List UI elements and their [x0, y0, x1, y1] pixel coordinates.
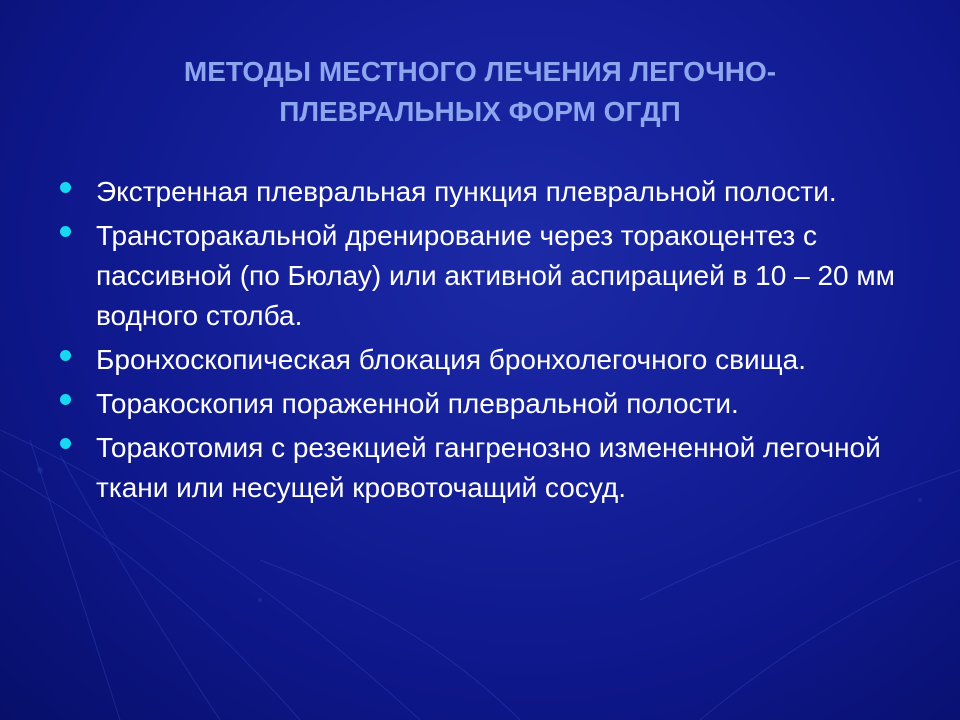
bullet-item	[60, 384, 920, 424]
bullet-text: Торакотомия с резекцией гангренозно измененной легочной ткани или несущей кровоточащий сосуд.	[96, 432, 881, 503]
bullet-text: Торакоскопия пораженной плевральной полости.	[96, 388, 739, 419]
bullet-item	[60, 172, 920, 212]
bullet-dot-icon	[60, 350, 71, 361]
bullet-item	[60, 428, 920, 508]
title-line: ПЛЕВРАЛЬНЫХ ФОРМ ОГДП	[279, 96, 681, 127]
bullet-item	[60, 216, 920, 336]
bullet-dot-icon	[60, 394, 71, 405]
bullet-dot-icon	[60, 438, 71, 449]
bullet-text: Трансторакальной дренирование через торакоцентез с пассивной (по Бюлау) или активной аспирацией в 10 – 20 мм водного столба.	[96, 220, 895, 331]
bullet-item	[60, 340, 920, 380]
title-line: МЕТОДЫ МЕСТНОГО ЛЕЧЕНИЯ ЛЕГОЧНО-	[183, 56, 777, 87]
bullet-text: Бронхоскопическая блокация бронхолегочного свища.	[96, 344, 807, 375]
bullet-text: Экстренная плевральная пункция плевральной полости.	[96, 176, 837, 207]
bullet-list	[60, 172, 920, 512]
slide-title	[80, 52, 880, 132]
bullet-dot-icon	[60, 226, 71, 237]
bullet-dot-icon	[60, 182, 71, 193]
